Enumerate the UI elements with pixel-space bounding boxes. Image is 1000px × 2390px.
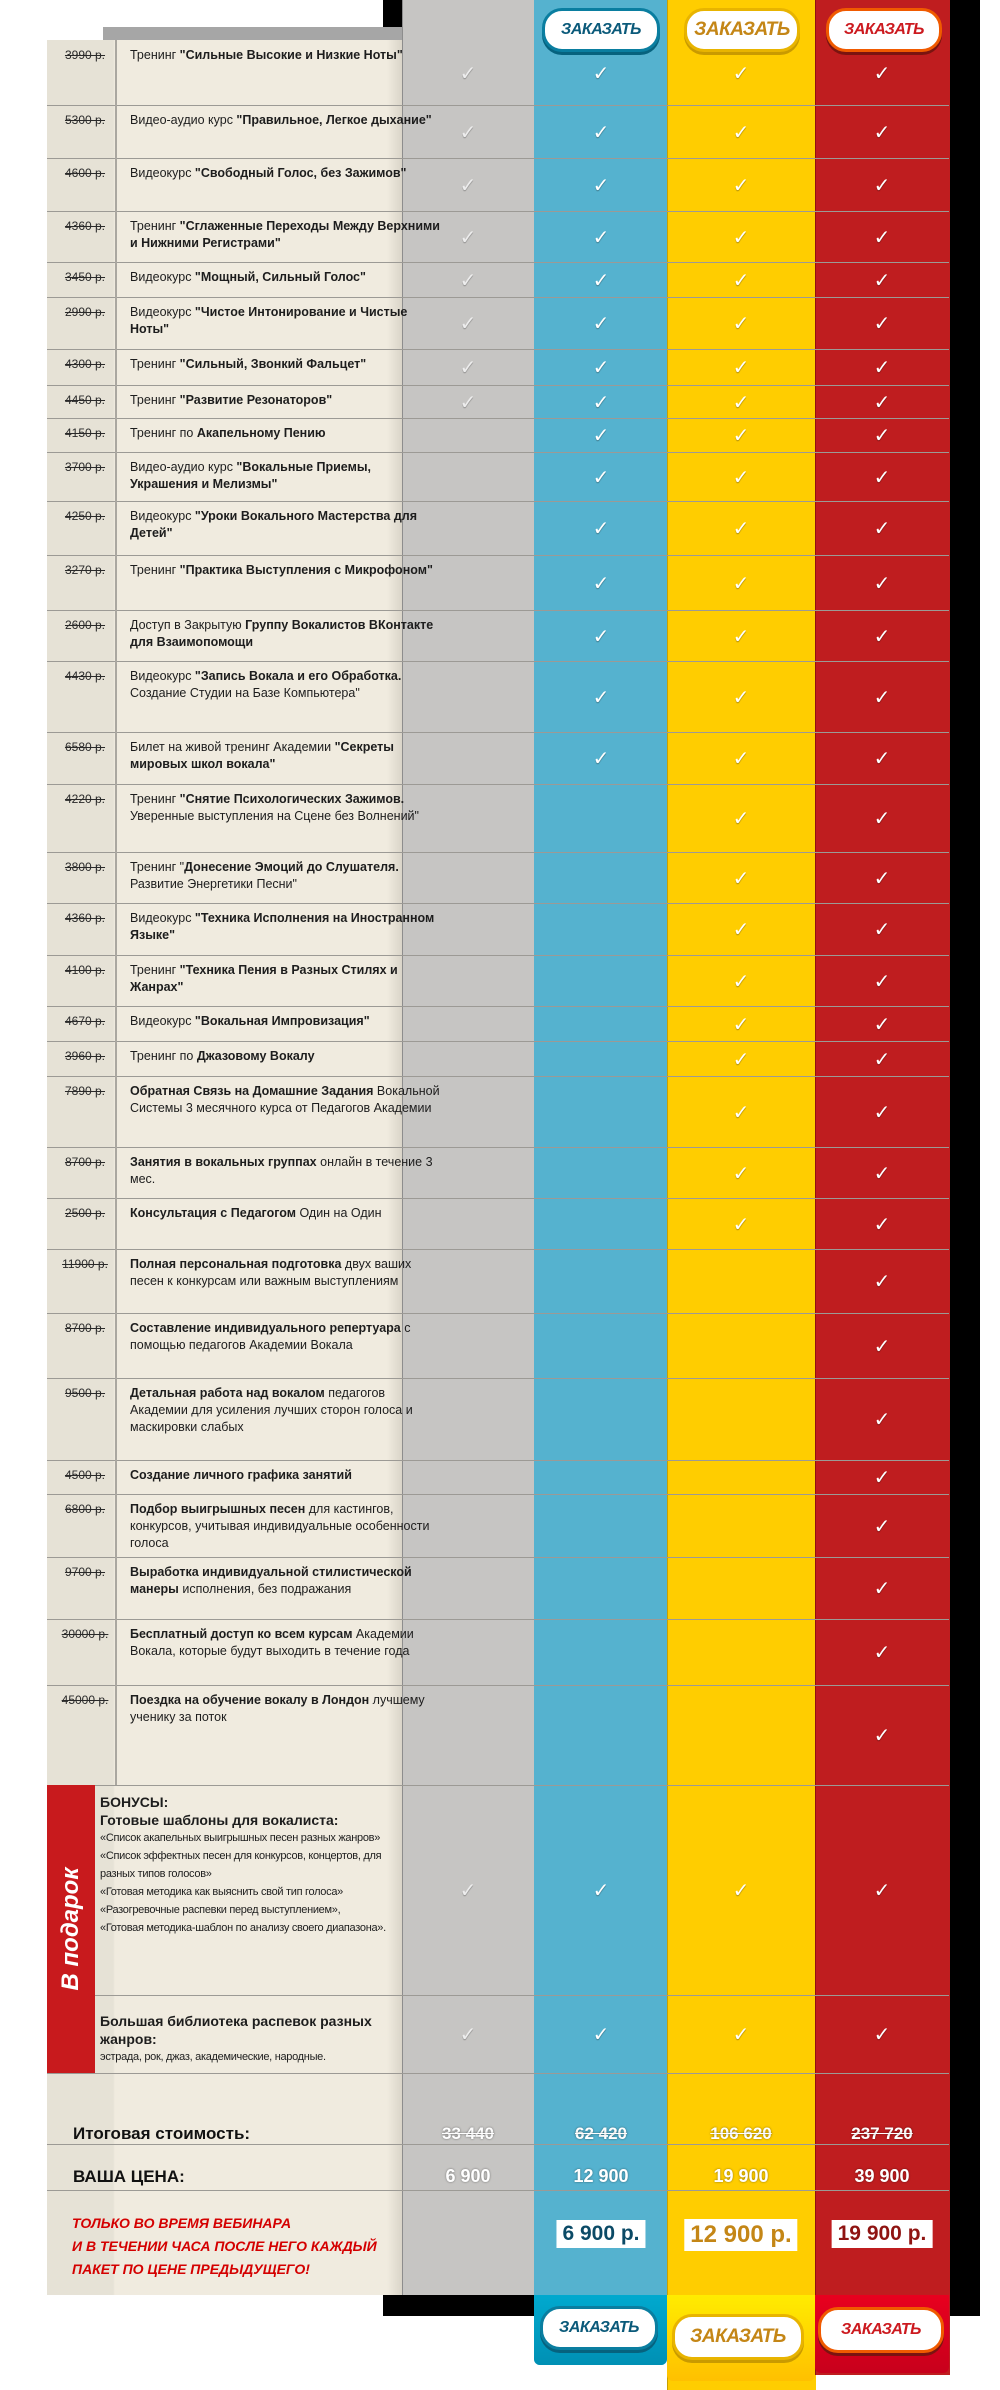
table-row	[47, 211, 949, 262]
bonus-title: БОНУСЫ:	[100, 1794, 169, 1810]
feature-title: "Сильные Высокие и Низкие Ноты"	[179, 48, 403, 62]
old-price: 8700 р.	[64, 1155, 106, 1169]
checkmark-icon: ✓	[732, 806, 750, 830]
feature-title: Составление индивидуального репертуара	[130, 1321, 401, 1335]
checkmark-icon: ✓	[873, 119, 891, 144]
bonus-item: «Готовая методика-шаблон по анализу своего диапазона».	[100, 1922, 386, 1934]
feature-title: "Запись Вокала и его Обработка.	[194, 669, 402, 683]
table-row	[47, 452, 949, 501]
feature-suffix: педагогов Академии для усиления лучших сторон голоса и маскировки слабых	[130, 1386, 413, 1434]
feature-description	[130, 617, 442, 651]
promo-price-blue: 6 900 р.	[556, 2220, 645, 2248]
feature-title: Поездка на обучение вокалу в Лондон	[130, 1693, 370, 1707]
table-row	[47, 1198, 949, 1249]
row-divider	[47, 2190, 949, 2191]
checkmark-icon: ✓	[592, 119, 610, 144]
table-row	[47, 40, 949, 105]
checkmark-icon: ✓	[732, 623, 750, 648]
old-price: 7890 р.	[64, 1084, 106, 1098]
checkmark-icon: ✓	[732, 389, 750, 414]
checkmark-icon: ✓	[732, 355, 750, 379]
checkmark-icon: ✓	[592, 60, 610, 85]
feature-title: "Снятие Психологических Зажимов.	[179, 792, 405, 806]
feature-prefix: Тренинг	[130, 357, 180, 371]
checkmark-icon: ✓	[732, 2022, 750, 2046]
table-row	[47, 1313, 949, 1378]
feature-title: Акапельному Пению	[196, 426, 326, 440]
old-price: 2990 р.	[64, 305, 106, 319]
checkmark-icon: ✓	[732, 172, 750, 197]
feature-description	[130, 1467, 442, 1484]
feature-description	[130, 962, 442, 996]
your-price-red: 39 900	[854, 2166, 910, 2186]
checkmark-icon: ✓	[592, 464, 610, 489]
table-row	[47, 1147, 949, 1198]
checkmark-icon: ✓	[873, 917, 891, 941]
feature-title: "Техника Исполнения на Иностранном Языке"	[130, 911, 435, 942]
old-price: 3270 р.	[64, 563, 106, 577]
old-price: 4150 р.	[64, 426, 106, 440]
promo-line: И В ТЕЧЕНИИ ЧАСА ПОСЛЕ НЕГО КАЖДЫЙ	[72, 2238, 377, 2254]
table-row	[47, 661, 949, 732]
checkmark-icon: ✓	[592, 570, 610, 595]
feature-description	[130, 165, 442, 182]
feature-prefix: Тренинг	[130, 963, 180, 977]
checkmark-icon: ✓	[873, 224, 891, 249]
feature-title: Донесение Эмоций до Слушателя.	[184, 860, 399, 874]
feature-suffix: онлайн в течение 3 мес.	[130, 1155, 433, 1186]
checkmark-icon: ✓	[592, 172, 610, 197]
total-cost-yellow: 106 620	[710, 2124, 772, 2143]
order-button-blue-top[interactable]: ЗАКАЗАТЬ	[542, 8, 660, 52]
bonus-subtitle: Готовые шаблоны для вокалиста:	[100, 1812, 339, 1828]
feature-description	[130, 1256, 442, 1290]
table-row	[47, 262, 949, 297]
feature-prefix: Тренинг	[130, 393, 180, 407]
checkmark-icon: ✓	[873, 1465, 891, 1489]
feature-description	[130, 47, 442, 64]
checkmark-icon: ✓	[592, 2022, 610, 2046]
feature-description	[130, 1626, 442, 1660]
feature-title: "Свободный Голос, без Зажимов"	[194, 166, 407, 180]
old-price: 5300 р.	[64, 113, 106, 127]
table-row	[47, 1249, 949, 1313]
feature-description	[130, 1205, 442, 1222]
checkmark-icon: ✓	[459, 119, 477, 144]
your-price-gray: 6 900	[445, 2166, 491, 2186]
feature-title: "Развитие Резонаторов"	[179, 393, 333, 407]
feature-description	[130, 1320, 442, 1354]
table-row	[47, 1041, 949, 1076]
old-price: 8700 р.	[64, 1321, 106, 1335]
table-row	[47, 1006, 949, 1041]
old-price: 4360 р.	[64, 219, 106, 233]
checkmark-icon: ✓	[592, 516, 610, 540]
feature-title: Подбор выигрышных песен	[130, 1502, 306, 1516]
feature-title: "Вокальные Приемы, Украшения и Мелизмы"	[130, 460, 371, 491]
feature-suffix: лучшему ученику за поток	[130, 1693, 425, 1724]
checkmark-icon: ✓	[873, 1160, 891, 1185]
feature-description	[130, 218, 442, 252]
old-price: 3960 р.	[64, 1049, 106, 1063]
checkmark-icon: ✓	[732, 464, 750, 489]
old-price: 45000 р.	[61, 1693, 109, 1707]
checkmark-icon: ✓	[459, 224, 477, 249]
old-price: 3450 р.	[64, 270, 106, 284]
feature-title: "Практика Выступления с Микрофоном"	[179, 563, 433, 577]
checkmark-icon: ✓	[873, 516, 891, 540]
old-price: 4500 р.	[64, 1468, 106, 1482]
feature-prefix: Тренинг по	[130, 1049, 197, 1063]
feature-description	[130, 356, 442, 373]
checkmark-icon: ✓	[592, 623, 610, 648]
feature-title: "Сильный, Звонкий Фальцет"	[179, 357, 367, 371]
table-row	[47, 105, 949, 158]
checkmark-icon: ✓	[592, 423, 610, 447]
table-row	[47, 297, 949, 349]
table-row	[47, 1557, 949, 1619]
checkmark-icon: ✓	[873, 1640, 891, 1664]
feature-title: "Правильное, Легкое дыхание"	[236, 113, 432, 127]
feature-prefix: Видео-аудио курс	[130, 113, 237, 127]
table-row	[47, 385, 949, 418]
feature-prefix: Видеокурс	[130, 509, 195, 523]
old-price: 4300 р.	[64, 357, 106, 371]
table-row	[47, 158, 949, 211]
feature-description	[130, 459, 442, 493]
checkmark-icon: ✓	[873, 1269, 891, 1293]
checkmark-icon: ✓	[732, 746, 750, 770]
feature-description	[130, 1083, 442, 1117]
feature-description	[130, 425, 442, 442]
promo-text	[72, 2212, 377, 2281]
old-price: 6580 р.	[64, 740, 106, 754]
old-price: 4450 р.	[64, 393, 106, 407]
row-divider	[47, 2073, 949, 2074]
order-button-yellow-top[interactable]: ЗАКАЗАТЬ	[684, 8, 800, 52]
feature-description	[130, 304, 442, 338]
feature-description	[130, 739, 442, 773]
table-row	[47, 732, 949, 784]
table-row	[47, 1378, 949, 1460]
checkmark-icon: ✓	[732, 423, 750, 447]
table-row	[47, 784, 949, 852]
checkmark-icon: ✓	[873, 311, 891, 335]
checkmark-icon: ✓	[873, 389, 891, 414]
table-row	[47, 418, 949, 452]
feature-title: "Секреты мировых школ вокала"	[130, 740, 394, 771]
your-price-label: ВАША ЦЕНА:	[73, 2167, 185, 2186]
feature-title: "Чистое Интонирование и Чистые Ноты"	[130, 305, 408, 336]
checkmark-icon: ✓	[732, 684, 750, 709]
feature-description	[130, 668, 442, 702]
feature-suffix: Вокальной Системы 3 месячного курса от Педагогов Академии	[130, 1084, 440, 1115]
feature-description	[130, 392, 442, 409]
promo-line: ПАКЕТ ПО ЦЕНЕ ПРЕДЫДУЩЕГО!	[72, 2261, 310, 2277]
checkmark-icon: ✓	[732, 60, 750, 85]
checkmark-icon: ✓	[873, 423, 891, 447]
feature-prefix: Видеокурс	[130, 305, 195, 319]
checkmark-icon: ✓	[873, 2022, 891, 2046]
checkmark-icon: ✓	[732, 917, 750, 941]
order-button-blue-bottom[interactable]: ЗАКАЗАТЬ	[540, 2306, 658, 2350]
feature-title: "Уроки Вокального Мастерства для Детей"	[130, 509, 418, 540]
old-price: 4360 р.	[64, 911, 106, 925]
checkmark-icon: ✓	[592, 389, 610, 414]
checkmark-icon: ✓	[732, 119, 750, 144]
checkmark-icon: ✓	[873, 1576, 891, 1600]
gift-tab	[47, 1785, 95, 2073]
your-price-yellow: 19 900	[713, 2166, 769, 2186]
checkmark-icon: ✓	[459, 389, 477, 414]
feature-title: Бесплатный доступ ко всем курсам	[130, 1627, 353, 1641]
checkmark-icon: ✓	[873, 172, 891, 197]
total-cost-red: 237 720	[851, 2124, 913, 2143]
checkmark-icon: ✓	[873, 684, 891, 709]
bonus-library-title: Большая библиотека распевок разных жанров:	[100, 2013, 372, 2047]
feature-suffix: с помощью педагогов Академии Вокала	[130, 1321, 411, 1352]
total-cost-gray: 33 440	[442, 2124, 494, 2143]
feature-prefix: Тренинг	[130, 563, 180, 577]
checkmark-icon: ✓	[459, 60, 477, 85]
checkmark-icon: ✓	[873, 60, 891, 85]
feature-suffix: исполнения, без подражания	[178, 1582, 352, 1596]
feature-title: Занятия в вокальных группах	[130, 1155, 317, 1169]
checkmark-icon: ✓	[873, 267, 891, 292]
table-row	[47, 349, 949, 385]
promo-line: ТОЛЬКО ВО ВРЕМЯ ВЕБИНАРА	[72, 2215, 292, 2231]
checkmark-icon: ✓	[592, 224, 610, 249]
your-price-blue: 12 900	[573, 2166, 629, 2186]
feature-description	[130, 910, 442, 944]
checkmark-icon: ✓	[873, 570, 891, 595]
feature-title: "Вокальная Импровизация"	[194, 1014, 370, 1028]
old-price: 6800 р.	[64, 1502, 106, 1516]
checkmark-icon: ✓	[459, 1878, 477, 1902]
checkmark-icon: ✓	[732, 1011, 750, 1036]
feature-suffix: двух ваших песен к конкурсам или важным выступлениям	[130, 1257, 412, 1288]
gift-tab-label: В подарок	[57, 1867, 84, 1991]
checkmark-icon: ✓	[873, 865, 891, 890]
checkmark-icon: ✓	[873, 746, 891, 770]
feature-prefix: Видео-аудио курс	[130, 460, 237, 474]
price-column-divider	[115, 40, 117, 1785]
feature-prefix: Билет на живой тренинг Академии	[130, 740, 335, 754]
feature-suffix: Развитие Энергетики Песни"	[130, 877, 297, 891]
feature-description	[130, 508, 442, 542]
checkmark-icon: ✓	[732, 1099, 750, 1124]
old-price: 4670 р.	[64, 1014, 106, 1028]
feature-title: Группу Вокалистов ВКонтакте для Взаимопомощи	[130, 618, 434, 649]
checkmark-icon: ✓	[592, 746, 610, 770]
feature-suffix: Один на Один	[295, 1206, 382, 1220]
feature-description	[130, 1385, 442, 1436]
table-row	[47, 852, 949, 903]
checkmark-icon: ✓	[459, 267, 477, 292]
order-button-yellow-bottom[interactable]: ЗАКАЗАТЬ	[672, 2314, 804, 2360]
feature-prefix: Тренинг "	[130, 860, 185, 874]
feature-description	[130, 112, 442, 129]
old-price: 9500 р.	[64, 1386, 106, 1400]
total-cost-label: Итоговая стоимость:	[73, 2124, 251, 2143]
promo-price-red: 19 900 р.	[832, 2220, 933, 2248]
feature-description	[130, 1501, 442, 1552]
table-row	[47, 1685, 949, 1785]
bonus-item: «Список акапельных выигрышных песен разных жанров»	[100, 1832, 381, 1844]
feature-suffix: Академии Вокала, которые будут выходить в течение года	[130, 1627, 414, 1658]
feature-prefix: Доступ в Закрытую	[130, 618, 246, 632]
table-row	[47, 610, 949, 661]
table-row	[47, 1076, 949, 1147]
feature-title: Консультация с Педагогом	[130, 1206, 296, 1220]
checkmark-icon: ✓	[732, 311, 750, 335]
feature-prefix: Видеокурс	[130, 270, 195, 284]
feature-description	[130, 1564, 442, 1598]
feature-description	[130, 1692, 442, 1726]
checkmark-icon: ✓	[873, 806, 891, 830]
table-row	[47, 1494, 949, 1557]
checkmark-icon: ✓	[459, 355, 477, 379]
old-price: 2600 р.	[64, 618, 106, 632]
checkmark-icon: ✓	[732, 1878, 750, 1902]
old-price: 4100 р.	[64, 963, 106, 977]
old-price: 4220 р.	[64, 792, 106, 806]
checkmark-icon: ✓	[732, 516, 750, 540]
feature-prefix: Видеокурс	[130, 166, 195, 180]
feature-description	[130, 791, 442, 825]
feature-description	[130, 562, 442, 579]
old-price: 2500 р.	[64, 1206, 106, 1220]
feature-suffix: Создание Студии на Базе Компьютера"	[130, 686, 360, 700]
feature-title: Джазовому Вокалу	[196, 1049, 315, 1063]
checkmark-icon: ✓	[459, 311, 477, 335]
checkmark-icon: ✓	[732, 1211, 750, 1236]
bonus-item: «Список эффектных песен для конкурсов, концертов, для разных типов голосов»	[100, 1850, 382, 1880]
feature-suffix: Уверенные выступления на Сцене без Волнений"	[130, 809, 419, 823]
feature-prefix: Тренинг	[130, 792, 180, 806]
old-price: 30000 р.	[61, 1627, 109, 1641]
table-header-bar	[103, 27, 403, 41]
old-price: 11900 р.	[62, 1257, 108, 1271]
table-row	[47, 1619, 949, 1685]
row-divider	[47, 2144, 949, 2145]
feature-description	[130, 859, 442, 893]
checkmark-icon: ✓	[732, 968, 750, 993]
old-price: 4600 р.	[64, 166, 106, 180]
feature-title: "Техника Пения в Разных Стилях и Жанрах"	[130, 963, 398, 994]
order-button-red-top[interactable]: ЗАКАЗАТЬ	[826, 8, 942, 52]
feature-title: "Сглаженные Переходы Между Верхними и Нижними Регистрами"	[130, 219, 440, 250]
feature-title: Выработка индивидуальной стилистической манеры	[130, 1565, 412, 1596]
total-cost-blue: 62 420	[575, 2124, 627, 2143]
checkmark-icon: ✓	[873, 968, 891, 993]
row-divider	[47, 1995, 949, 1996]
old-price: 4250 р.	[64, 509, 106, 523]
checkmark-icon: ✓	[592, 311, 610, 335]
bonus-library-desc: эстрада, рок, джаз, академические, народные.	[100, 2051, 326, 2063]
row-divider	[47, 1785, 949, 1786]
checkmark-icon: ✓	[873, 1011, 891, 1036]
feature-title: Обратная Связь на Домашние Задания	[130, 1084, 374, 1098]
feature-prefix: Тренинг по	[130, 426, 197, 440]
checkmark-icon: ✓	[873, 1046, 891, 1071]
old-price: 3990 р.	[64, 48, 106, 62]
checkmark-icon: ✓	[592, 684, 610, 709]
bonus-block	[100, 1793, 400, 1937]
checkmark-icon: ✓	[732, 1160, 750, 1185]
promo-price-yellow: 12 900 р.	[684, 2219, 797, 2251]
order-button-red-bottom[interactable]: ЗАКАЗАТЬ	[818, 2307, 944, 2353]
old-price: 3800 р.	[64, 860, 106, 874]
checkmark-icon: ✓	[873, 623, 891, 648]
checkmark-icon: ✓	[873, 1513, 891, 1538]
checkmark-icon: ✓	[873, 464, 891, 489]
checkmark-icon: ✓	[873, 1723, 891, 1747]
checkmark-icon: ✓	[459, 172, 477, 197]
feature-title: Детальная работа над вокалом	[130, 1386, 325, 1400]
feature-prefix: Видеокурс	[130, 911, 195, 925]
old-price: 4430 р.	[64, 669, 106, 683]
bonus-item: «Разогревочные распевки перед выступлением»,	[100, 1904, 341, 1916]
checkmark-icon: ✓	[732, 865, 750, 890]
checkmark-icon: ✓	[873, 1407, 891, 1431]
feature-suffix: для кастингов, конкурсов, учитывая индивидуальные особенности голоса	[130, 1502, 430, 1550]
checkmark-icon: ✓	[873, 355, 891, 379]
feature-prefix: Видеокурс	[130, 669, 195, 683]
checkmark-icon: ✓	[732, 1046, 750, 1071]
checkmark-icon: ✓	[873, 1333, 891, 1358]
checkmark-icon: ✓	[732, 224, 750, 249]
table-row	[47, 903, 949, 955]
checkmark-icon: ✓	[592, 355, 610, 379]
bonus-item: «Готовая методика как выяснить свой тип голоса»	[100, 1886, 343, 1898]
checkmark-icon: ✓	[732, 267, 750, 292]
checkmark-icon: ✓	[592, 1878, 610, 1902]
feature-prefix: Тренинг	[130, 48, 180, 62]
feature-title: Создание личного графика занятий	[130, 1468, 352, 1482]
table-row	[47, 501, 949, 555]
old-price: 3700 р.	[64, 460, 106, 474]
bonus-library-block	[100, 2012, 400, 2066]
feature-title: Полная персональная подготовка	[130, 1257, 342, 1271]
feature-title: "Мощный, Сильный Голос"	[194, 270, 366, 284]
feature-description	[130, 1013, 442, 1030]
checkmark-icon: ✓	[592, 267, 610, 292]
feature-description	[130, 269, 442, 286]
table-row	[47, 555, 949, 610]
checkmark-icon: ✓	[873, 1211, 891, 1236]
feature-prefix: Видеокурс	[130, 1014, 195, 1028]
checkmark-icon: ✓	[459, 2022, 477, 2046]
checkmark-icon: ✓	[873, 1878, 891, 1902]
table-row	[47, 1460, 949, 1494]
feature-description	[130, 1048, 442, 1065]
checkmark-icon: ✓	[732, 570, 750, 595]
table-row	[47, 955, 949, 1006]
checkmark-icon: ✓	[873, 1099, 891, 1124]
old-price: 9700 р.	[64, 1565, 106, 1579]
feature-description	[130, 1154, 442, 1188]
feature-prefix: Тренинг	[130, 219, 180, 233]
